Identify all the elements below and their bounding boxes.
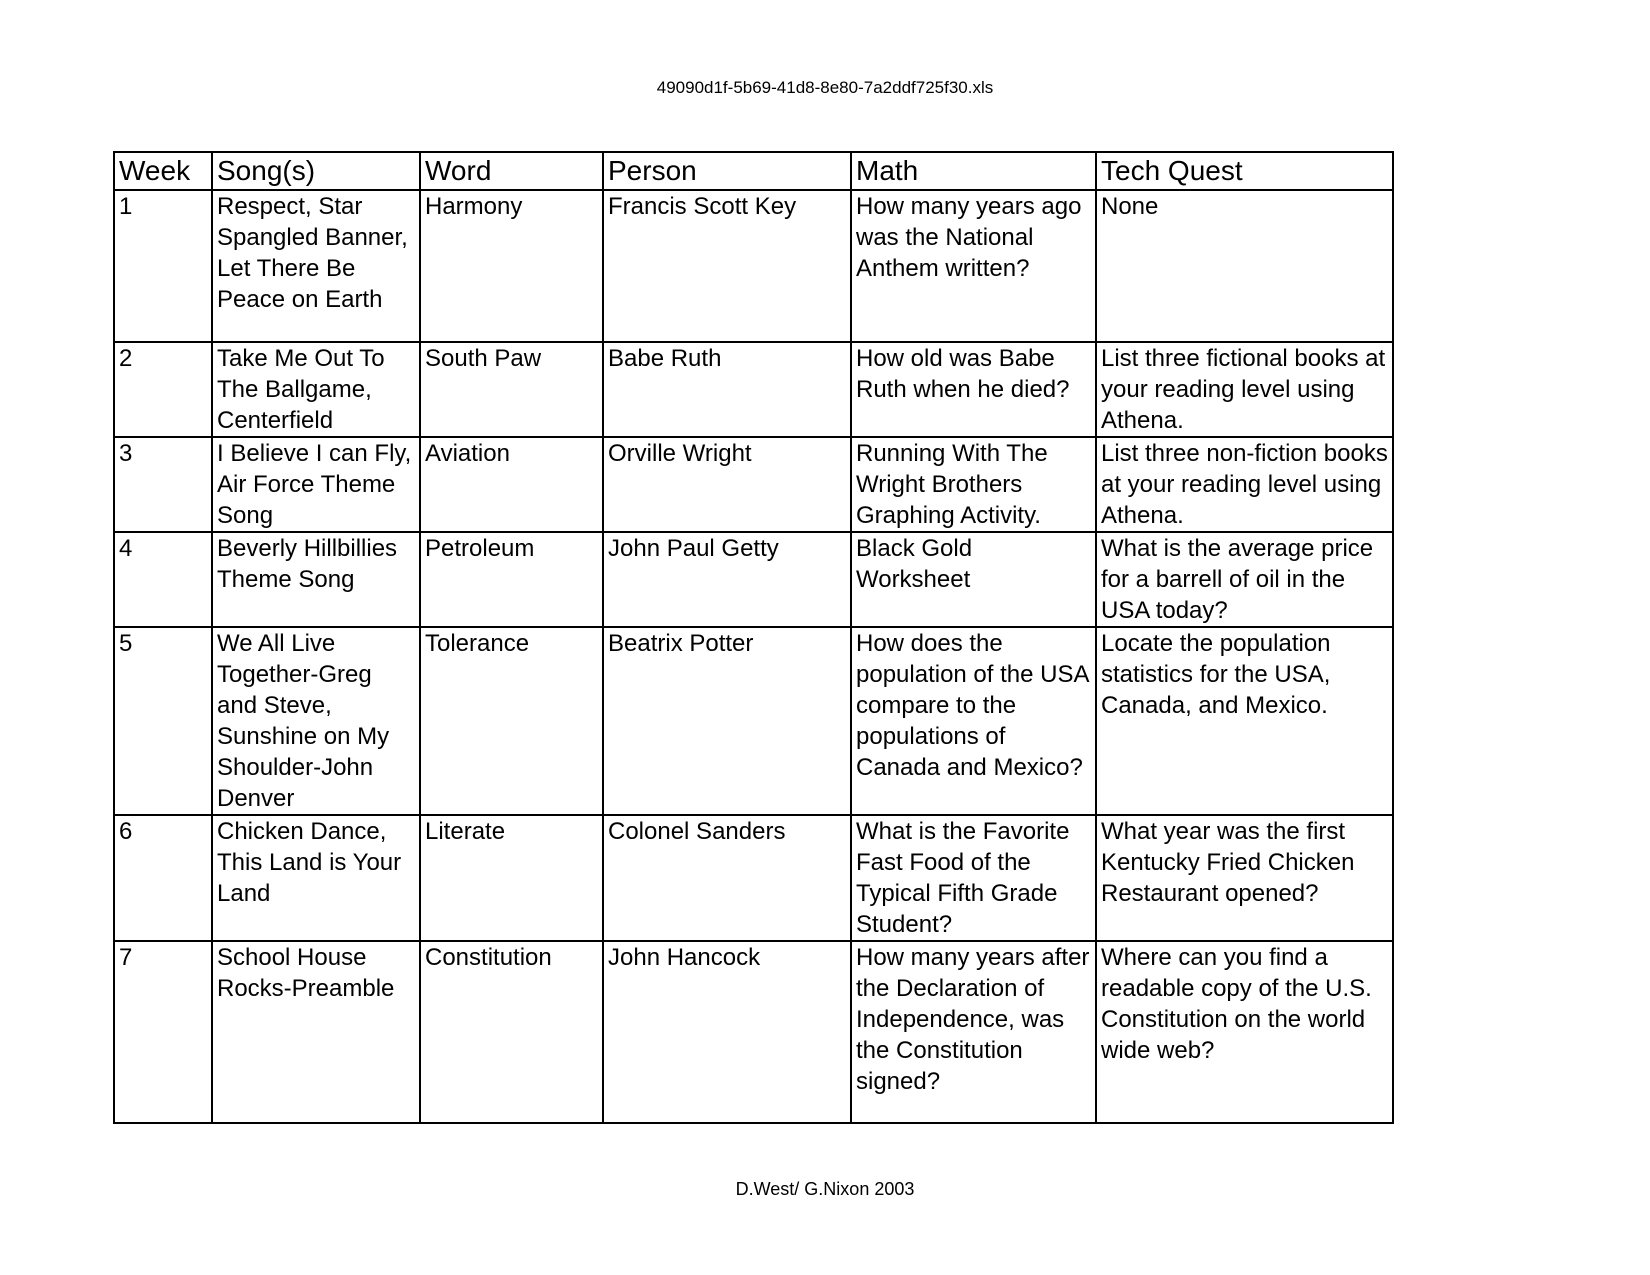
weekly-schedule-table — [113, 151, 1394, 1124]
table-row — [114, 815, 1393, 941]
cell-week: 5 — [114, 627, 212, 815]
table-row — [114, 437, 1393, 532]
cell-tech-quest: Locate the population statistics for the USA, Canada, and Mexico. — [1096, 627, 1393, 815]
cell-person: Colonel Sanders — [603, 815, 851, 941]
cell-math: Black Gold Worksheet — [851, 532, 1096, 627]
cell-tech-quest: List three fictional books at your reading level using Athena. — [1096, 342, 1393, 437]
cell-tech-quest: None — [1096, 190, 1393, 342]
cell-math: How old was Babe Ruth when he died? — [851, 342, 1096, 437]
cell-word: South Paw — [420, 342, 603, 437]
column-header-math: Math — [851, 152, 1096, 190]
cell-songs: Take Me Out To The Ballgame, Centerfield — [212, 342, 420, 437]
table-row — [114, 190, 1393, 342]
cell-word: Tolerance — [420, 627, 603, 815]
cell-songs: School House Rocks-Preamble — [212, 941, 420, 1123]
cell-week: 7 — [114, 941, 212, 1123]
column-header-tech-quest: Tech Quest — [1096, 152, 1393, 190]
cell-person: John Hancock — [603, 941, 851, 1123]
cell-person: Francis Scott Key — [603, 190, 851, 342]
cell-songs: Chicken Dance, This Land is Your Land — [212, 815, 420, 941]
cell-person: John Paul Getty — [603, 532, 851, 627]
cell-word: Constitution — [420, 941, 603, 1123]
cell-tech-quest: What is the average price for a barrell of oil in the USA today? — [1096, 532, 1393, 627]
column-header-songs: Song(s) — [212, 152, 420, 190]
cell-songs: I Believe I can Fly, Air Force Theme Song — [212, 437, 420, 532]
cell-word: Aviation — [420, 437, 603, 532]
cell-songs: Respect, Star Spangled Banner, Let There Be Peace on Earth — [212, 190, 420, 342]
table-row — [114, 532, 1393, 627]
document-footer: D.West/ G.Nixon 2003 — [735, 1179, 915, 1199]
cell-songs: Beverly Hillbillies Theme Song — [212, 532, 420, 627]
table-row — [114, 342, 1393, 437]
cell-word: Petroleum — [420, 532, 603, 627]
cell-word: Literate — [420, 815, 603, 941]
cell-songs: We All Live Together-Greg and Steve, Sunshine on My Shoulder-John Denver — [212, 627, 420, 815]
cell-person: Beatrix Potter — [603, 627, 851, 815]
cell-math: What is the Favorite Fast Food of the Typical Fifth Grade Student? — [851, 815, 1096, 941]
cell-person: Orville Wright — [603, 437, 851, 532]
column-header-person: Person — [603, 152, 851, 190]
cell-week: 2 — [114, 342, 212, 437]
table-row — [114, 941, 1393, 1123]
cell-math: How many years after the Declaration of Independence, was the Constitution signed? — [851, 941, 1096, 1123]
table-row — [114, 627, 1393, 815]
cell-week: 4 — [114, 532, 212, 627]
document-header: 49090d1f-5b69-41d8-8e80-7a2ddf725f30.xls — [656, 78, 994, 97]
cell-math: How does the population of the USA compare to the populations of Canada and Mexico? — [851, 627, 1096, 815]
cell-week: 1 — [114, 190, 212, 342]
cell-week: 6 — [114, 815, 212, 941]
column-header-week: Week — [114, 152, 212, 190]
cell-tech-quest: What year was the first Kentucky Fried Chicken Restaurant opened? — [1096, 815, 1393, 941]
column-header-word: Word — [420, 152, 603, 190]
cell-tech-quest: List three non-fiction books at your reading level using Athena. — [1096, 437, 1393, 532]
cell-week: 3 — [114, 437, 212, 532]
cell-math: How many years ago was the National Anthem written? — [851, 190, 1096, 342]
cell-person: Babe Ruth — [603, 342, 851, 437]
cell-math: Running With The Wright Brothers Graphing Activity. — [851, 437, 1096, 532]
table-header-row — [114, 152, 1393, 190]
cell-tech-quest: Where can you find a readable copy of the U.S. Constitution on the world wide web? — [1096, 941, 1393, 1123]
cell-word: Harmony — [420, 190, 603, 342]
